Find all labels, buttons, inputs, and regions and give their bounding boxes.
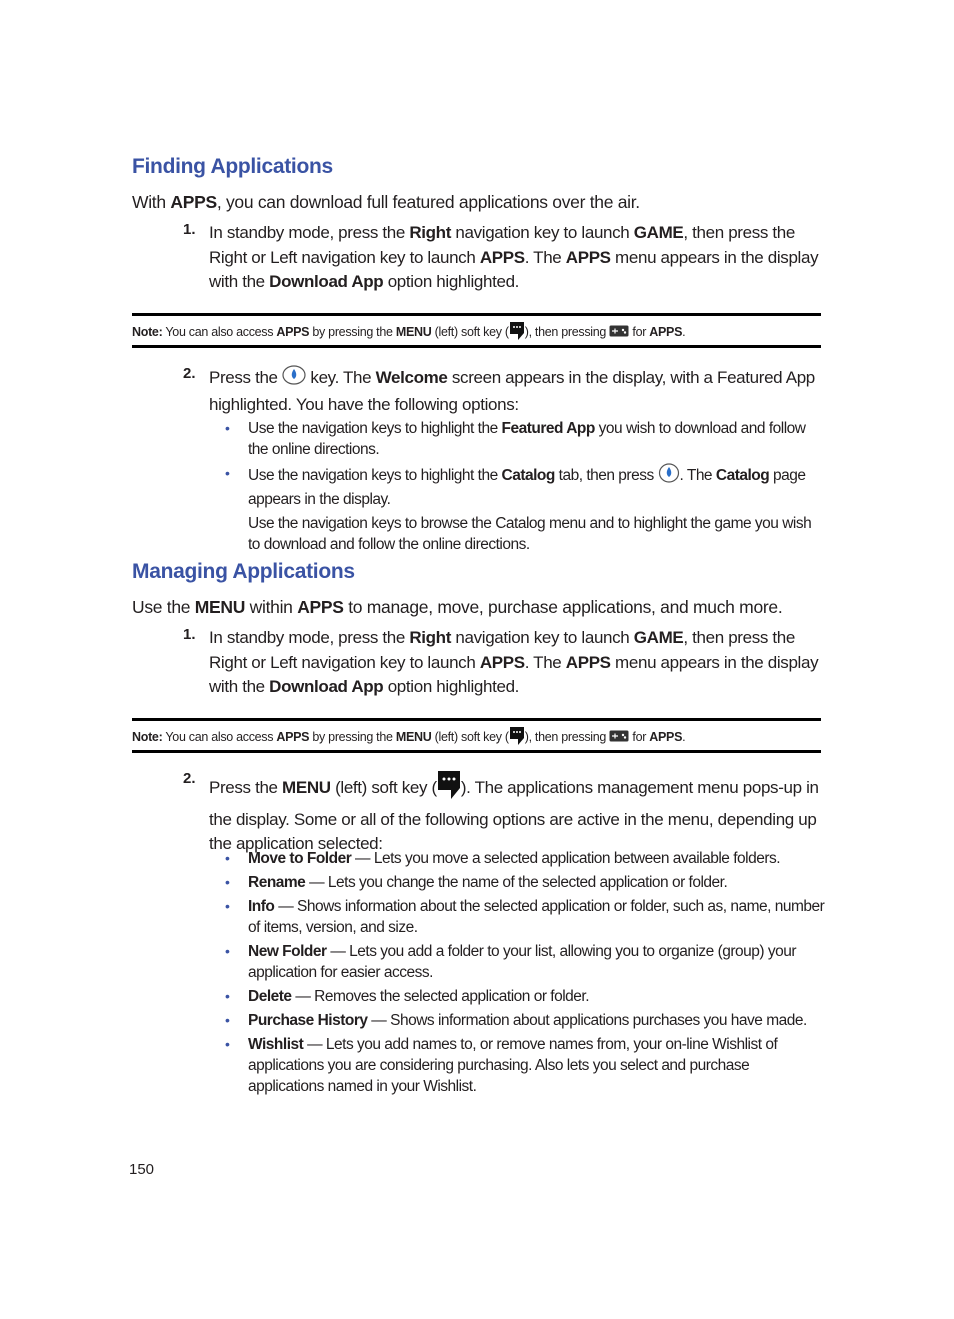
apps-key-icon: [609, 324, 629, 341]
bullet-icon: •: [225, 420, 230, 436]
step-number: 2.: [183, 365, 196, 382]
section-heading-managing-applications: Managing Applications: [132, 560, 355, 583]
list-item: • Rename — Lets you change the name of the selected application or folder.: [225, 874, 728, 891]
left-soft-key-icon: [509, 321, 525, 344]
list-item: • New Folder — Lets you add a folder to your list, allowing you to organize (group) your application for easier access.: [225, 943, 797, 981]
step-text: Press the key. The Welcome screen appears in the display, with a Featured App highlighted. You have the following options:: [209, 365, 823, 417]
ok-key-icon: [658, 463, 680, 489]
list-item: • Move to Folder — Lets you move a selected application between available folders.: [225, 850, 781, 867]
section-intro: Use the MENU within APPS to manage, move, purchase applications, and much more.: [132, 597, 783, 617]
list-item: • Use the navigation keys to highlight the Featured App you wish to download and follow the online directions.: [225, 420, 806, 458]
bullet-icon: •: [225, 1012, 230, 1028]
bullet-icon: •: [225, 898, 230, 914]
bullet-icon: •: [225, 850, 230, 866]
list-item: • Info — Shows information about the selected application or folder, such as, name, number of items, version, and size.: [225, 898, 825, 936]
page-number: 150: [129, 1161, 155, 1178]
list-item: • Use the navigation keys to highlight the Catalog tab, then press . The Catalog page appears in the display. Use the navigation keys to browse the Catalog menu and to highlight the game you wish to download and follow the online directions.: [225, 463, 825, 555]
step-text: Press the MENU (left) soft key ( ). The applications management menu pops-up in the display. Some or all of the following options are active in the menu, depending up the application selected:: [209, 770, 823, 857]
list-item: • Purchase History — Shows information about applications purchases you have made.: [225, 1012, 807, 1029]
menu-options-list: [225, 848, 825, 1100]
note-text: Note: You can also access APPS by pressing the MENU (left) soft key ( ), then pressing for APPS.: [132, 321, 685, 344]
bullet-icon: •: [225, 988, 230, 1004]
step-text: In standby mode, press the Right navigation key to launch GAME, then press the Right or Left navigation key to launch APPS. The APPS menu appears in the display with the Download App option highlighted.: [209, 223, 819, 291]
step-1: [183, 626, 823, 700]
step-number: 1.: [183, 221, 196, 238]
step-1: [183, 221, 823, 295]
ok-key-icon: [282, 365, 306, 393]
section-intro: With APPS, you can download full featured applications over the air.: [132, 192, 640, 212]
bullet-icon: •: [225, 465, 230, 481]
options-list: [225, 418, 825, 558]
apps-key-icon: [609, 729, 629, 746]
left-soft-key-icon: [509, 726, 525, 749]
step-number: 1.: [183, 626, 196, 643]
left-soft-key-icon: [437, 770, 461, 808]
bullet-icon: •: [225, 1036, 230, 1052]
list-item: • Wishlist — Lets you add names to, or remove names from, your on-line Wishlist of applications you are considering purchasing. Also lets you select and purchase applications named in your Wishlist.: [225, 1036, 778, 1095]
step-number: 2.: [183, 770, 196, 787]
step-2: [183, 365, 823, 417]
list-item-extra-text: Use the navigation keys to browse the Catalog menu and to highlight the game you wish to download and follow the online directions.: [248, 515, 812, 553]
note-box: [132, 718, 821, 753]
bullet-icon: •: [225, 874, 230, 890]
step-text: In standby mode, press the Right navigation key to launch GAME, then press the Right or Left navigation key to launch APPS. The APPS menu appears in the display with the Download App option highlighted.: [209, 628, 819, 696]
list-item: • Delete — Removes the selected application or folder.: [225, 988, 590, 1005]
section-heading-finding-applications: Finding Applications: [132, 155, 333, 178]
bullet-icon: •: [225, 943, 230, 959]
note-box: [132, 313, 821, 348]
step-2: [183, 770, 823, 857]
note-text: Note: You can also access APPS by pressing the MENU (left) soft key ( ), then pressing for APPS.: [132, 726, 685, 749]
